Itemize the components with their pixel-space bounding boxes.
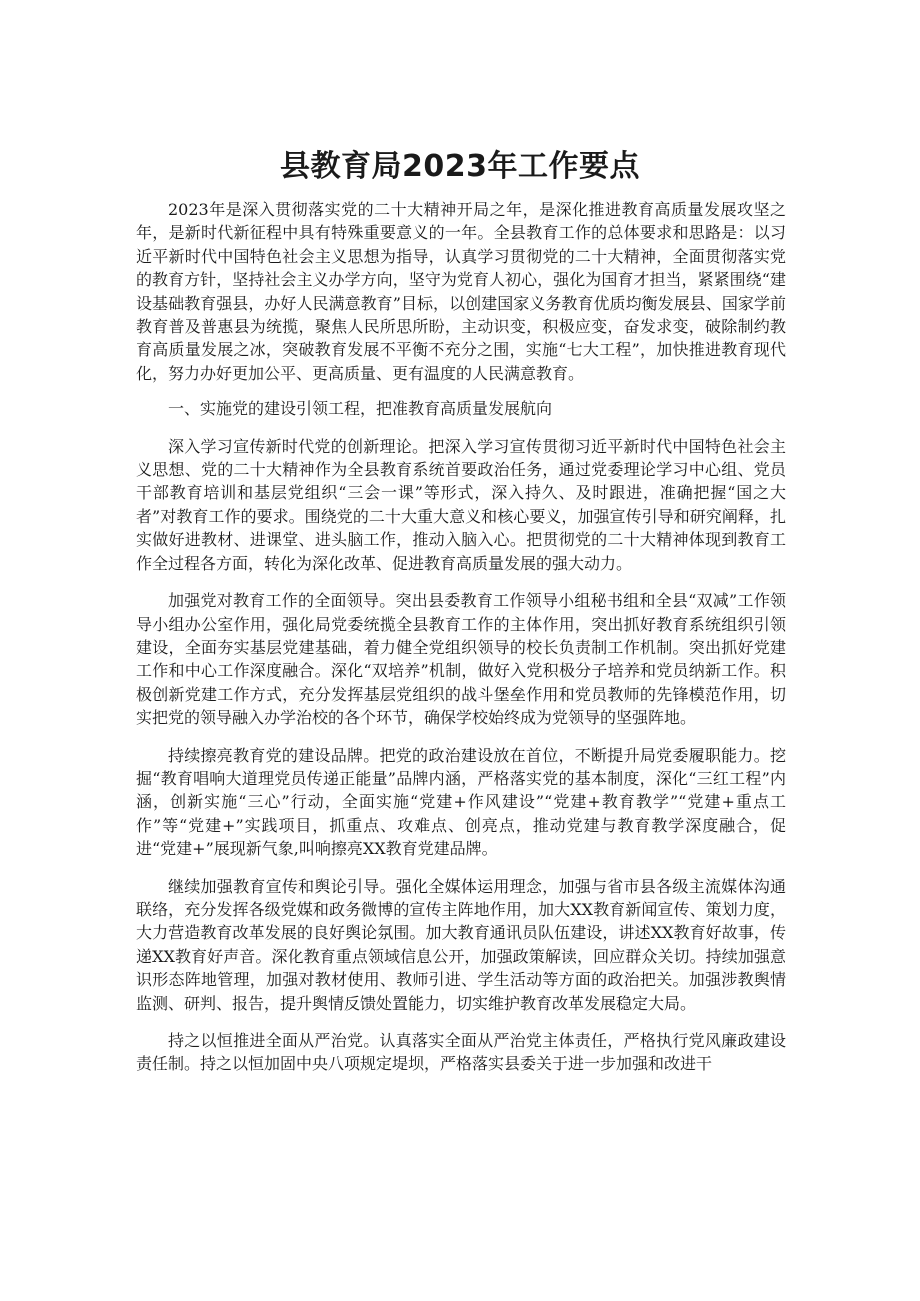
- document-body: [136, 198, 786, 1076]
- section-heading: 一、实施党的建设引领工程，把准教育高质量发展航向: [168, 399, 553, 419]
- body-paragraph: 深入学习宣传新时代党的创新理论。把深入学习宣传贯彻习近平新时代中国特色社会主义思想、党的二十大精神作为全县教育系统首要政治任务，通过党委理论学习中心组、党员干部教育培训和基层党组织“三会一课”等形式，深入持久、及时跟进，准确把握“国之大者”对教育工作的要求。围绕党的二十大重大意义和核心要义，加强宣传引导和研究阐释，扎实做好进教材、进课堂、进头脑工作，推动入脑入心。把贯彻党的二十大精神体现到教育工作全过程各方面，转化为深化改革、促进教育高质量发展的强大动力。: [136, 436, 786, 573]
- body-paragraph: 加强党对教育工作的全面领导。突出县委教育工作领导小组秘书组和全县“双减”工作领导小组办公室作用，强化局党委统揽全县教育工作的主体作用，突出抓好教育系统组织引领建设，全面夯实基层党建基础，着力健全党组织领导的校长负责制工作机制。突出抓好党建工作和中心工作深度融合。深化“双培养”机制，做好入党积极分子培养和党员纳新工作。积极创新党建工作方式，充分发挥基层党组织的战斗堡垒作用和党员教师的先锋模范作用，切实把党的领导融入办学治校的各个环节，确保学校始终成为党领导的坚强阵地。: [136, 591, 786, 728]
- document-title: 县教育局2023年工作要点: [280, 149, 640, 184]
- body-paragraph: 继续加强教育宣传和舆论引导。强化全媒体运用理念，加强与省市县各级主流媒体沟通联络，充分发挥各级党媒和政务微博的宣传主阵地作用，加大XX教育新闻宣传、策划力度，大力营造教育改革发展的良好舆论氛围。加大教育通讯员队伍建设，讲述XX教育好故事，传递XX教育好声音。深化教育重点领域信息公开，加强政策解读，回应群众关切。持续加强意识形态阵地管理，加强对教材使用、教师引进、学生活动等方面的政治把关。加强涉教舆情监测、研判、报告，提升舆情反馈处置能力，切实维护教育改革发展稳定大局。: [136, 876, 786, 1013]
- body-paragraph: 持续擦亮教育党的建设品牌。把党的政治建设放在首位，不断提升局党委履职能力。挖掘“教育唱响大道理党员传递正能量”品牌内涵，严格落实党的基本制度，深化“三红工程”内涵，创新实施“三心”行动，全面实施“党建+作风建设”“党建+教育教学”“党建+重点工作”等“党建+”实践项目，抓重点、攻难点、创亮点，推动党建与教育教学深度融合，促进“党建+”展现新气象,叫响擦亮XX教育党建品牌。: [136, 745, 786, 859]
- intro-paragraph: 2023年是深入贯彻落实党的二十大精神开局之年，是深化推进教育高质量发展攻坚之年，是新时代新征程中具有特殊重要意义的一年。全县教育工作的总体要求和思路是：以习近平新时代中国特色社会主义思想为指导，认真学习贯彻党的二十大精神，全面贯彻落实党的教育方针，坚持社会主义办学方向，坚守为党育人初心，强化为国育才担当，紧紧围绕“建设基础教育强县，办好人民满意教育”目标，以创建国家义务教育优质均衡发展县、国家学前教育普及普惠县为统揽，聚焦人民所思所盼，主动识变，积极应变，奋发求变，破除制约教育高质量发展之冰，突破教育发展不平衡不充分之围，实施“七大工程”，加快推进教育现代化，努力办好更加公平、更高质量、更有温度的人民满意教育。: [136, 200, 786, 383]
- body-paragraph: 持之以恒推进全面从严治党。认真落实全面从严治党主体责任，严格执行党风廉政建设责任制。持之以恒加固中央八项规定堤坝，严格落实县委关于进一步加强和改进干: [136, 1031, 786, 1074]
